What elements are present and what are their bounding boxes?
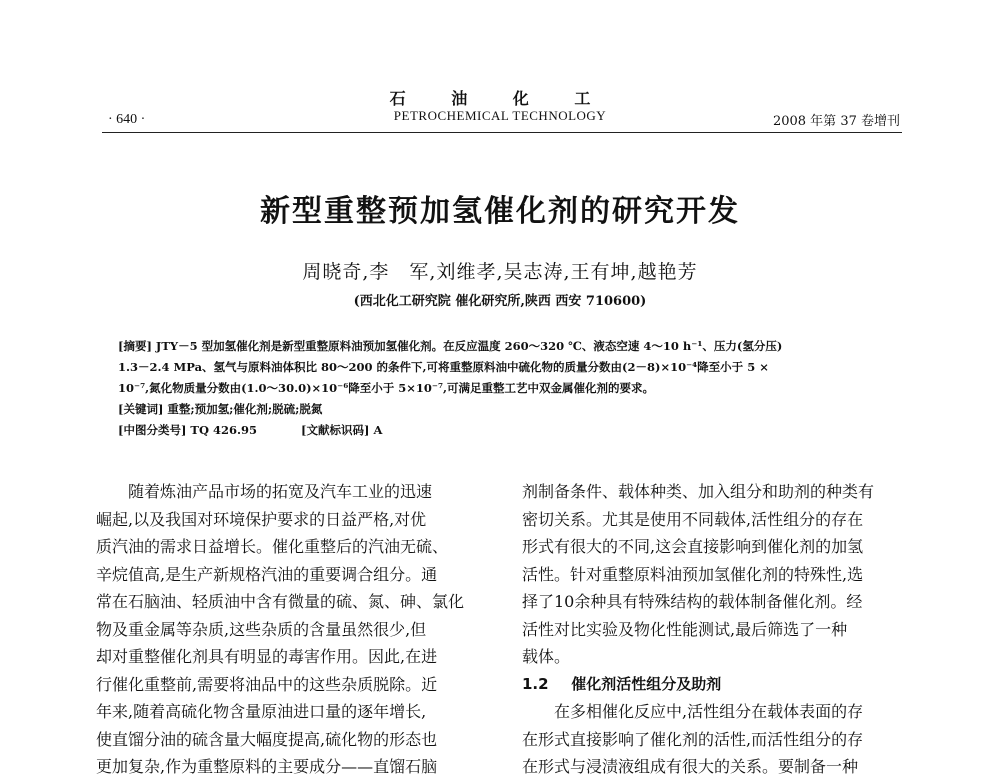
body-line: 却对重整催化剂具有明显的毒害作用。因此,在进 (96, 647, 438, 666)
body-line: 活性。针对重整原料油预加氢催化剂的特殊性,选 (522, 564, 864, 584)
body-line: 择了10余种具有特殊结构的载体制备催化剂。经 (522, 592, 863, 611)
article-title: 新型重整预加氢催化剂的研究开发 (260, 194, 740, 229)
body-line: 在形式直接影响了催化剂的活性,而活性组分的存 (522, 729, 864, 749)
classification-label: [中图分类号] (118, 423, 187, 437)
keywords-line (118, 399, 888, 420)
body-line: 在形式与浸渍液组成有很大的关系。要制备一种 (522, 757, 859, 776)
section-number: 1.2 (522, 674, 549, 693)
body-line: 密切关系。尤其是使用不同载体,活性组分的存在 (522, 509, 864, 529)
section-heading (522, 671, 922, 699)
body-line: 年来,随着高硫化物含量原油进口量的逐年增长, (96, 702, 427, 721)
classification-value: TQ 426.95 (190, 423, 257, 437)
abstract-label: [摘要] (118, 339, 152, 353)
body-line: 辛烷值高,是生产新规格汽油的重要调合组分。通 (96, 564, 438, 584)
document-code-label: [文献标识码] (301, 423, 370, 437)
abstract-line: 1.3－2.4 MPa、氢气与原料油体积比 80～200 的条件下,可将重整原料油中硫化物的质量分数由(2－8)×10⁻⁴降至小于 5 × (118, 360, 769, 374)
keywords-label: [关键词] (118, 402, 164, 416)
journal-name-english: PETROCHEMICAL TECHNOLOGY (393, 108, 607, 123)
body-line: 在多相催化反应中,活性组分在载体表面的存 (554, 702, 864, 721)
body-line: 剂制备条件、载体种类、加入组分和助剂的种类有 (522, 482, 875, 501)
document-code-value: A (373, 423, 383, 437)
body-line: 使直馏分油的硫含量大幅度提高,硫化物的形态也 (96, 729, 438, 749)
body-line: 质汽油的需求日益增长。催化重整后的汽油无硫、 (96, 537, 449, 556)
body-line: 崛起,以及我国对环境保护要求的日益严格,对优 (96, 509, 427, 529)
body-line: 更加复杂,作为重整原料的主要成分——直馏石脑 (96, 757, 438, 776)
body-line: 随着炼油产品市场的拓宽及汽车工业的迅速 (128, 482, 433, 501)
body-line: 常在石脑油、轻质油中含有微量的硫、氮、砷、氯化 (96, 592, 465, 611)
body-line: 活性对比实验及物化性能测试,最后筛选了一种 (522, 619, 848, 639)
article-affiliation: (西北化工研究院 催化研究所,陕西 西安 710600) (353, 294, 647, 309)
page-number: · 640 · (108, 112, 146, 127)
section-title: 催化剂活性组分及助剂 (571, 674, 722, 693)
body-line: 物及重金属等杂质,这些杂质的含量虽然很少,但 (96, 619, 427, 639)
abstract-line (118, 336, 888, 357)
issue-info: 2008 年第 37 卷增刊 (772, 114, 900, 129)
body-column-right (522, 478, 922, 781)
classification-line (118, 420, 888, 441)
abstract-line: 10⁻⁷,氮化物质量分数由(1.0～30.0)×10⁻⁶降至小于 5×10⁻⁷,可满足重整工艺中双金属催化剂的要求。 (118, 381, 655, 395)
journal-name-chinese: 石 油 化 工 (389, 89, 611, 108)
body-line: 行催化重整前,需要将油品中的这些杂质脱除。近 (96, 674, 438, 694)
body-line: 载体。 (522, 647, 571, 666)
header-divider (102, 132, 902, 133)
body-column-left (96, 478, 506, 781)
keywords-text: 重整;预加氢;催化剂;脱硫;脱氮 (167, 402, 323, 416)
article-authors: 周晓奇,李 军,刘维孝,吴志涛,王有坤,越艳芳 (302, 261, 698, 283)
abstract-block (118, 336, 888, 441)
abstract-text: JTY－5 型加氢催化剂是新型重整原料油预加氢催化剂。在反应温度 260～320 ℃、液态空速 4～10 h⁻¹、压力(氢分压) (155, 339, 783, 353)
body-line: 形式有很大的不同,这会直接影响到催化剂的加氢 (522, 537, 864, 556)
